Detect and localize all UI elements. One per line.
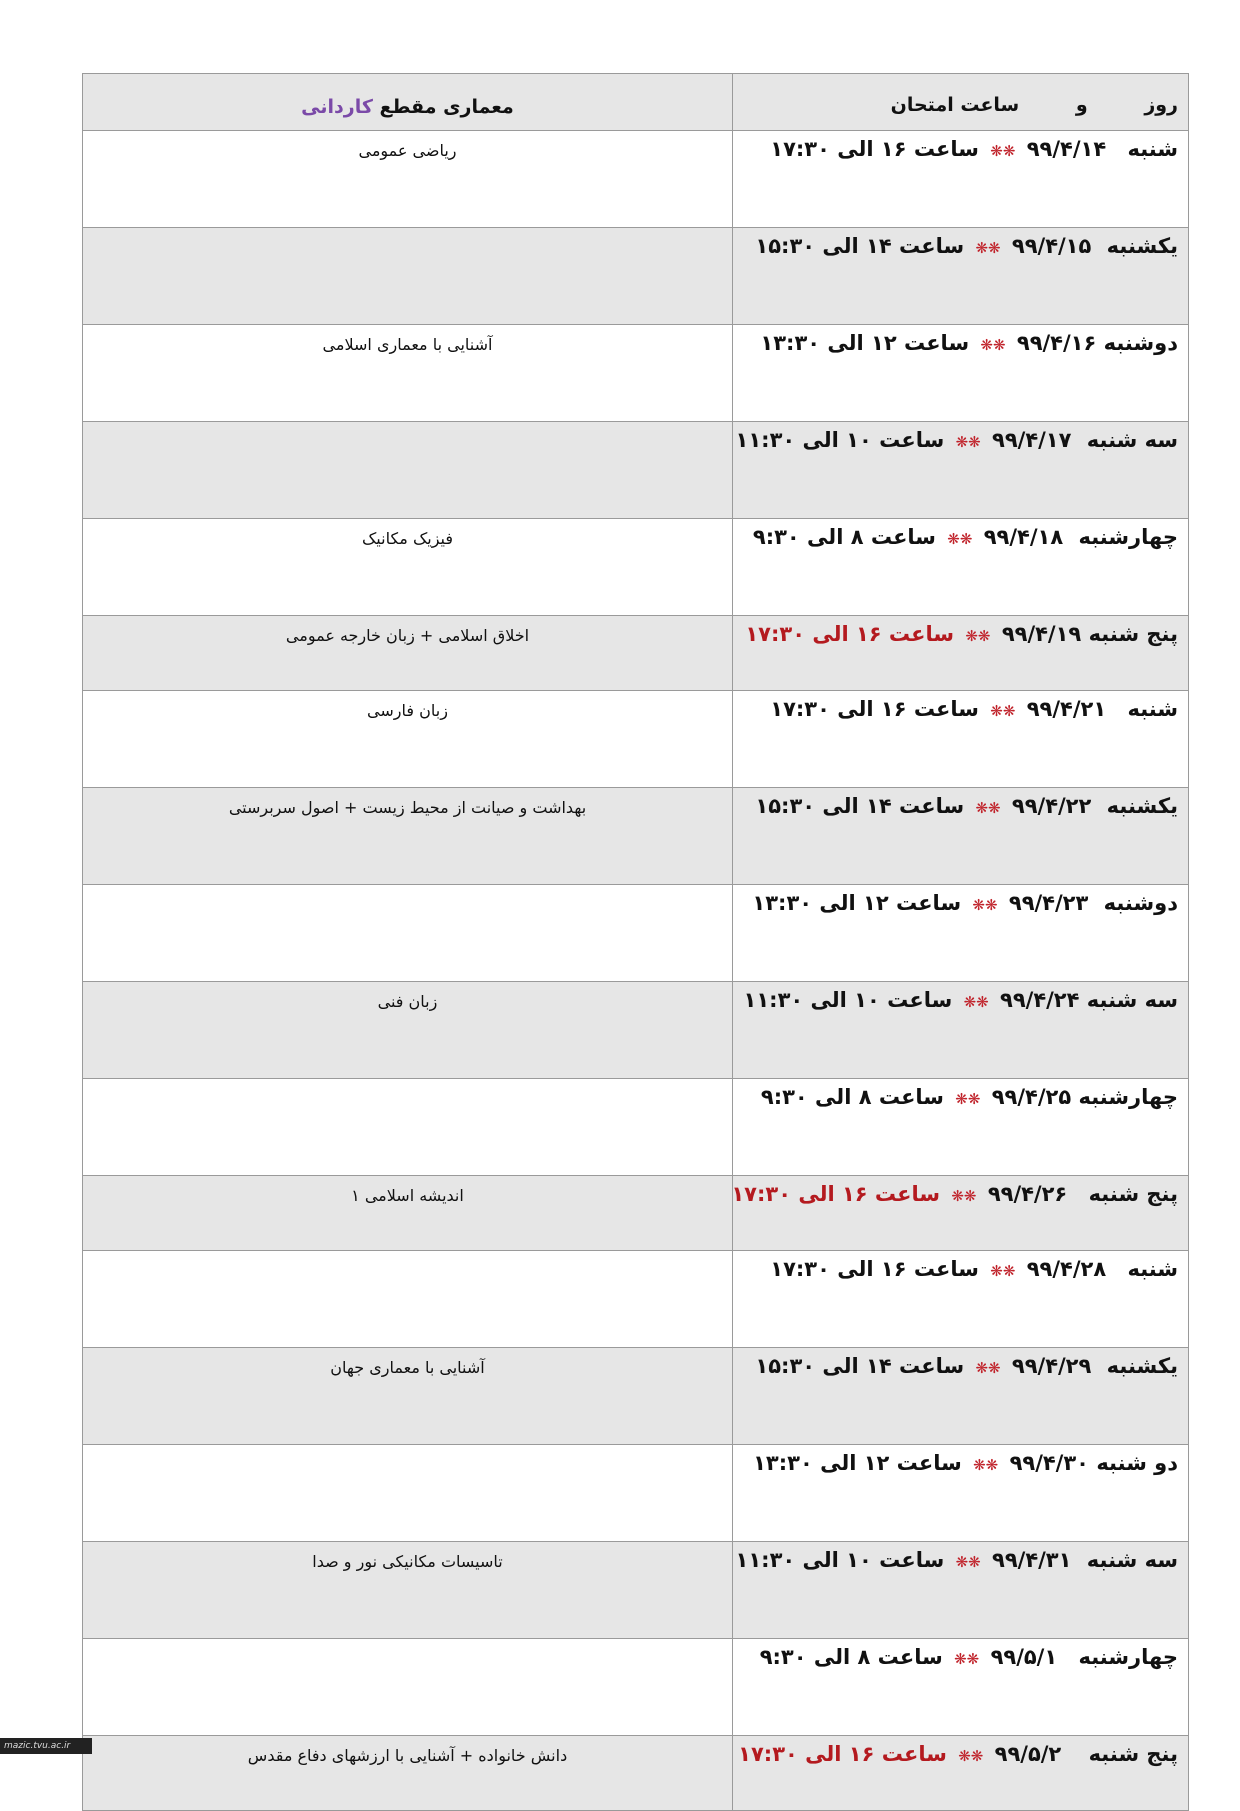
date-cell bbox=[733, 325, 1189, 422]
exam-date: ۹۹/۴/۱۸ bbox=[983, 525, 1064, 549]
exam-time: ساعت ۱۴ الی ۱۵:۳۰ bbox=[755, 1354, 965, 1378]
exam-date: ۹۹/۴/۱۵ bbox=[1011, 234, 1092, 258]
course-cell: اندیشه اسلامی ۱ bbox=[83, 1176, 733, 1251]
day-name: پنج شنبه bbox=[1088, 622, 1178, 646]
date-cell bbox=[733, 788, 1189, 885]
date-cell bbox=[733, 519, 1189, 616]
separator-mark: ❋❋ bbox=[958, 1747, 984, 1765]
course-cell: بهداشت و صیانت از محیط زیست + اصول سربرستی bbox=[83, 788, 733, 885]
exam-date: ۹۹/۴/۱۶ bbox=[1016, 331, 1097, 355]
date-column-header bbox=[733, 74, 1189, 131]
date-cell bbox=[733, 1348, 1189, 1445]
exam-time: ساعت ۱۶ الی ۱۷:۳۰ bbox=[738, 1742, 947, 1766]
exam-date: ۹۹/۵/۲ bbox=[994, 1742, 1062, 1766]
course-cell bbox=[83, 1251, 733, 1348]
course-cell: زبان فارسی bbox=[83, 691, 733, 788]
table-row bbox=[83, 1251, 1189, 1348]
day-name: چهارشنبه bbox=[1078, 1645, 1178, 1669]
course-level-label: کاردانی bbox=[301, 96, 373, 118]
separator-mark: ❋❋ bbox=[951, 1187, 977, 1205]
date-cell bbox=[733, 422, 1189, 519]
day-name: پنج شنبه bbox=[1088, 1182, 1178, 1206]
separator-mark: ❋❋ bbox=[963, 993, 989, 1011]
day-name: دو شنبه bbox=[1096, 1451, 1178, 1475]
exam-time: ساعت ۱۴ الی ۱۵:۳۰ bbox=[755, 234, 965, 258]
exam-date: ۹۹/۴/۲۴ bbox=[1000, 988, 1080, 1012]
separator-mark: ❋❋ bbox=[980, 336, 1006, 354]
date-cell bbox=[733, 1079, 1189, 1176]
course-cell bbox=[83, 1639, 733, 1736]
table-row bbox=[83, 616, 1189, 691]
table-row bbox=[83, 885, 1189, 982]
exam-time: ساعت ۱۶ الی ۱۷:۳۰ bbox=[770, 697, 979, 721]
exam-time: ساعت ۸ الی ۹:۳۰ bbox=[759, 1645, 943, 1669]
exam-time: ساعت ۱۲ الی ۱۳:۳۰ bbox=[753, 1451, 962, 1475]
exam-time: ساعت ۸ الی ۹:۳۰ bbox=[752, 525, 936, 549]
separator-mark: ❋❋ bbox=[975, 1359, 1001, 1377]
date-cell bbox=[733, 1445, 1189, 1542]
day-name: شنبه bbox=[1127, 697, 1178, 721]
date-cell bbox=[733, 1542, 1189, 1639]
table-row bbox=[83, 1176, 1189, 1251]
date-cell bbox=[733, 1736, 1189, 1811]
day-name: دوشنبه bbox=[1103, 331, 1178, 355]
course-cell bbox=[83, 228, 733, 325]
day-name: چهارشنبه bbox=[1078, 525, 1178, 549]
date-cell bbox=[733, 885, 1189, 982]
exam-time: ساعت ۱۲ الی ۱۳:۳۰ bbox=[752, 891, 962, 915]
exam-date: ۹۹/۴/۲۲ bbox=[1011, 794, 1092, 818]
table-row bbox=[83, 228, 1189, 325]
course-cell: دانش خانواده + آشنایی با ارزشهای دفاع مقدس bbox=[83, 1736, 733, 1811]
exam-time: ساعت ۱۶ الی ۱۷:۳۰ bbox=[770, 1257, 979, 1281]
course-cell: ریاضی عمومی bbox=[83, 131, 733, 228]
separator-mark: ❋❋ bbox=[955, 1553, 981, 1571]
exam-time: ساعت ۱۰ الی ۱۱:۳۰ bbox=[735, 1548, 945, 1572]
table-row bbox=[83, 982, 1189, 1079]
separator-mark: ❋❋ bbox=[973, 1456, 999, 1474]
course-cell bbox=[83, 1445, 733, 1542]
exam-time: ساعت ۱۶ الی ۱۷:۳۰ bbox=[731, 1182, 941, 1206]
exam-schedule-table bbox=[82, 73, 1189, 1811]
day-name: یکشنبه bbox=[1106, 1354, 1178, 1378]
date-cell bbox=[733, 1251, 1189, 1348]
table-row bbox=[83, 1348, 1189, 1445]
exam-time: ساعت ۱۰ الی ۱۱:۳۰ bbox=[743, 988, 953, 1012]
separator-mark: ❋❋ bbox=[955, 1090, 981, 1108]
exam-date: ۹۹/۴/۱۷ bbox=[992, 428, 1072, 452]
separator-mark: ❋❋ bbox=[955, 433, 981, 451]
course-cell: آشنایی با معماری اسلامی bbox=[83, 325, 733, 422]
table-header-row bbox=[83, 74, 1189, 131]
exam-date: ۹۹/۴/۱۴ bbox=[1026, 137, 1107, 161]
course-cell: آشنایی با معماری جهان bbox=[83, 1348, 733, 1445]
course-column-header bbox=[83, 74, 733, 131]
table-row bbox=[83, 691, 1189, 788]
separator-mark: ❋❋ bbox=[990, 702, 1016, 720]
day-label: روز bbox=[1144, 94, 1178, 116]
separator-mark: ❋❋ bbox=[972, 896, 998, 914]
exam-date: ۹۹/۴/۲۵ bbox=[991, 1085, 1072, 1109]
table-row bbox=[83, 1445, 1189, 1542]
separator-mark: ❋❋ bbox=[947, 530, 973, 548]
separator-mark: ❋❋ bbox=[990, 142, 1016, 160]
exam-time: ساعت ۱۶ الی ۱۷:۳۰ bbox=[770, 137, 979, 161]
course-cell bbox=[83, 1079, 733, 1176]
day-name: پنج شنبه bbox=[1088, 1742, 1178, 1766]
table-row bbox=[83, 1736, 1189, 1811]
course-cell: اخلاق اسلامی + زبان خارجه عمومی bbox=[83, 616, 733, 691]
course-column-label: معماری مقطع bbox=[379, 96, 514, 118]
table-row bbox=[83, 1639, 1189, 1736]
separator-mark: ❋❋ bbox=[990, 1262, 1016, 1280]
day-name: سه شنبه bbox=[1086, 988, 1178, 1012]
course-cell: زبان فنی bbox=[83, 982, 733, 1079]
date-cell bbox=[733, 228, 1189, 325]
exam-date: ۹۹/۴/۳۰ bbox=[1009, 1451, 1089, 1475]
exam-time: ساعت ۱۰ الی ۱۱:۳۰ bbox=[735, 428, 945, 452]
day-name: یکشنبه bbox=[1106, 234, 1178, 258]
course-cell bbox=[83, 422, 733, 519]
exam-date: ۹۹/۴/۲۸ bbox=[1026, 1257, 1107, 1281]
table-row bbox=[83, 1542, 1189, 1639]
table-row bbox=[83, 788, 1189, 885]
exam-date: ۹۹/۴/۲۱ bbox=[1026, 697, 1107, 721]
date-cell bbox=[733, 1176, 1189, 1251]
day-name: دوشنبه bbox=[1103, 891, 1178, 915]
table-row bbox=[83, 519, 1189, 616]
table-row bbox=[83, 422, 1189, 519]
day-name: چهارشنبه bbox=[1078, 1085, 1178, 1109]
exam-date: ۹۹/۴/۲۹ bbox=[1011, 1354, 1092, 1378]
exam-time: ساعت ۸ الی ۹:۳۰ bbox=[760, 1085, 944, 1109]
day-name: سه شنبه bbox=[1086, 428, 1178, 452]
exam-date: ۹۹/۴/۲۳ bbox=[1008, 891, 1089, 915]
exam-date: ۹۹/۴/۳۱ bbox=[992, 1548, 1072, 1572]
day-name: شنبه bbox=[1127, 1257, 1178, 1281]
exam-date: ۹۹/۵/۱ bbox=[990, 1645, 1058, 1669]
exam-date: ۹۹/۴/۲۶ bbox=[987, 1182, 1068, 1206]
table-row bbox=[83, 131, 1189, 228]
separator-mark: ❋❋ bbox=[954, 1650, 980, 1668]
exam-time: ساعت ۱۶ الی ۱۷:۳۰ bbox=[745, 622, 955, 646]
table-row bbox=[83, 1079, 1189, 1176]
exam-time: ساعت ۱۲ الی ۱۳:۳۰ bbox=[760, 331, 970, 355]
date-cell bbox=[733, 131, 1189, 228]
footer-watermark: mazic.tvu.ac.ir bbox=[0, 1738, 92, 1754]
day-name: سه شنبه bbox=[1086, 1548, 1178, 1572]
exam-time-label: ساعت امتحان bbox=[890, 94, 1020, 116]
course-cell bbox=[83, 885, 733, 982]
separator-mark: ❋❋ bbox=[975, 239, 1001, 257]
separator-mark: ❋❋ bbox=[975, 799, 1001, 817]
date-cell bbox=[733, 982, 1189, 1079]
exam-date: ۹۹/۴/۱۹ bbox=[1001, 622, 1082, 646]
course-cell: فیزیک مکانیک bbox=[83, 519, 733, 616]
date-cell bbox=[733, 616, 1189, 691]
date-cell bbox=[733, 1639, 1189, 1736]
separator-mark: ❋❋ bbox=[965, 627, 991, 645]
exam-time: ساعت ۱۴ الی ۱۵:۳۰ bbox=[755, 794, 965, 818]
and-label: و bbox=[1075, 94, 1088, 116]
day-name: یکشنبه bbox=[1106, 794, 1178, 818]
course-cell: تاسیسات مکانیکی نور و صدا bbox=[83, 1542, 733, 1639]
table-row bbox=[83, 325, 1189, 422]
date-cell bbox=[733, 691, 1189, 788]
day-name: شنبه bbox=[1127, 137, 1178, 161]
